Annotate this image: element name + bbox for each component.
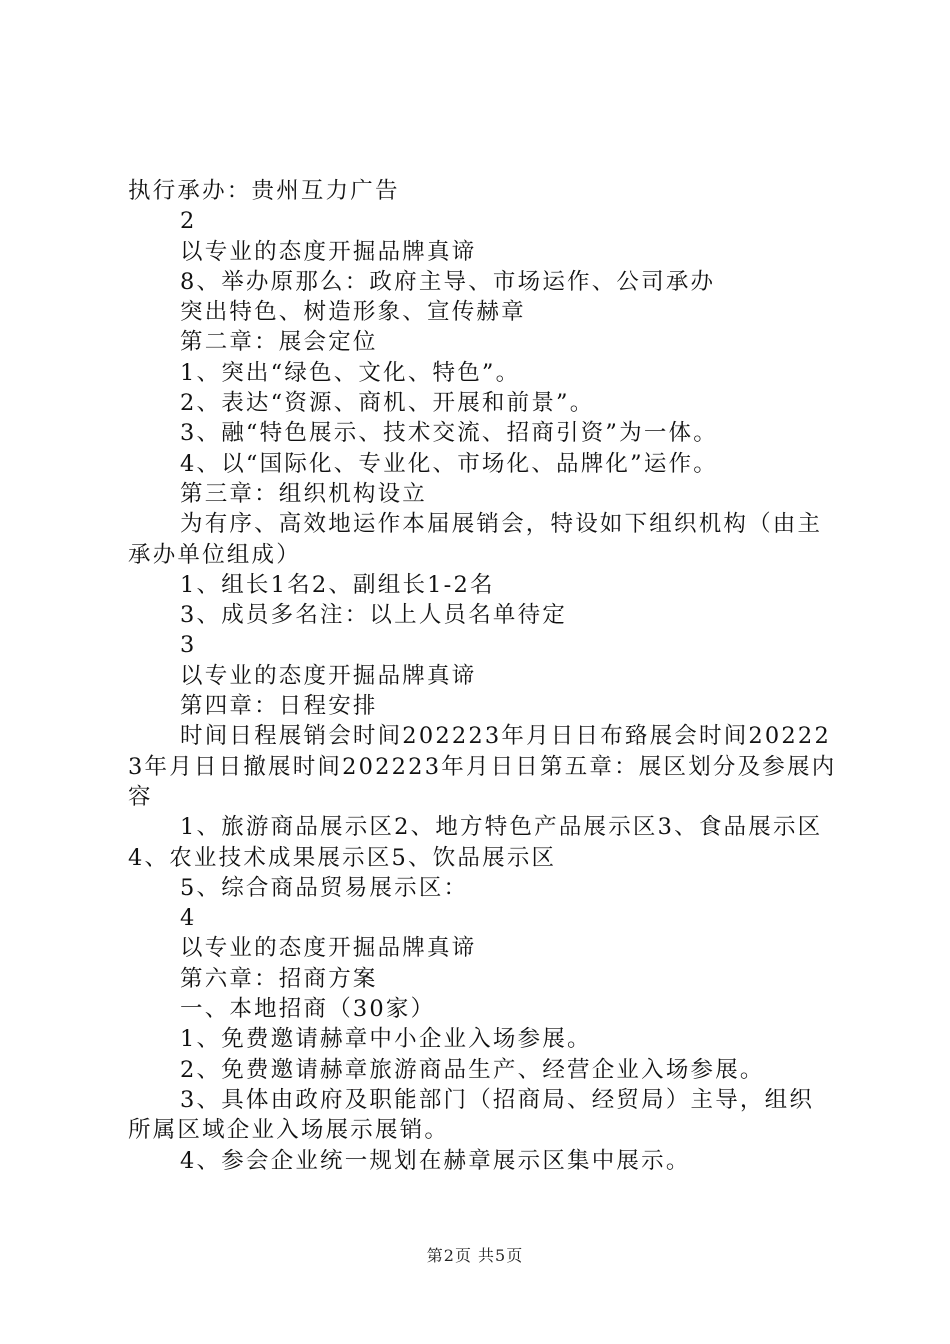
slogan-line: 以专业的态度开掘品牌真谛	[180, 238, 477, 265]
paragraph: 3、具体由政府及职能部门（招商局、经贸局）主导，组织所属区域企业入场展示展销。	[128, 1086, 815, 1144]
chapter-heading: 第二章：展会定位	[180, 329, 378, 356]
list-item: 3、成员多名注：以上人员名单待定	[180, 602, 568, 629]
chapter-heading: 第六章：招商方案	[180, 965, 378, 992]
paragraph: 为有序、高效地运作本届展销会，特设如下组织机构（由主承办单位组成）	[128, 511, 823, 568]
slogan-line: 以专业的态度开掘品牌真谛	[180, 662, 477, 689]
page-number-marker: 4	[180, 905, 197, 932]
list-item: 5、综合商品贸易展示区：	[180, 874, 469, 901]
list-item: 2、免费邀请赫章旅游商品生产、经营企业入场参展。	[180, 1056, 765, 1083]
section-heading: 一、本地招商（30家）	[180, 996, 436, 1023]
page-footer: 第2页 共5页	[426, 1246, 524, 1265]
slogan-line: 以专业的态度开掘品牌真谛	[180, 935, 477, 962]
page-number-marker: 3	[180, 632, 197, 659]
list-item: 2、表达“资源、商机、开展和前景”。	[180, 390, 595, 417]
chapter-heading: 第三章：组织机构设立	[180, 480, 428, 507]
list-item: 1、突出“绿色、文化、特色”。	[180, 359, 521, 386]
list-item: 1、组长1名2、副组长1-2名	[180, 571, 495, 598]
text-line: 执行承办：贵州互力广告	[128, 178, 400, 204]
paragraph: 1、旅游商品展示区2、地方特色产品展示区3、食品展示区4、农业技术成果展示区5、饮品展示区	[128, 814, 823, 871]
list-item: 4、以“国际化、专业化、市场化、品牌化”运作。	[180, 450, 718, 477]
list-item: 3、融“特色展示、技术交流、招商引资”为一体。	[180, 420, 718, 447]
list-item: 4、参会企业统一规划在赫章展示区集中展示。	[180, 1147, 691, 1174]
text-line: 突出特色、树造形象、宣传赫章	[180, 299, 526, 326]
document-body	[128, 176, 838, 1176]
paragraph: 时间日程展销会时间202223年月日日布臵展会时间202223年月日日撤展时间202223年月日日第五章：展区划分及参展内容	[128, 723, 837, 810]
chapter-heading: 第四章：日程安排	[180, 693, 378, 720]
page-number-marker: 2	[180, 208, 197, 235]
list-item: 1、免费邀请赫章中小企业入场参展。	[180, 1026, 592, 1053]
text-line: 8、举办原那么：政府主导、市场运作、公司承办	[180, 268, 716, 295]
